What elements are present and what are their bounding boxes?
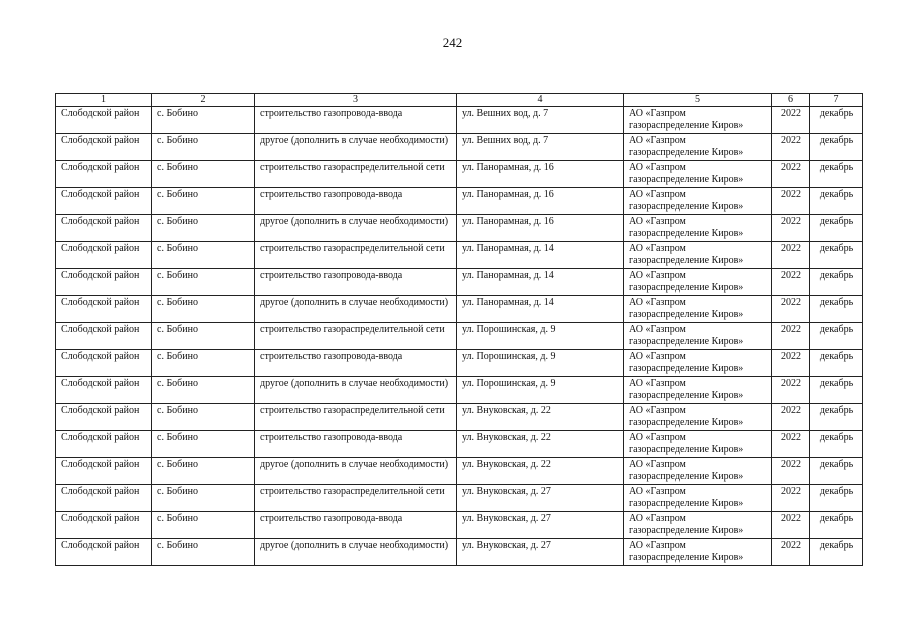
cell-work-type: строительство газопровода-ввода bbox=[255, 350, 457, 377]
cell-year: 2022 bbox=[772, 269, 810, 296]
cell-district: Слободской район bbox=[56, 539, 152, 566]
column-header: 1 bbox=[56, 94, 152, 107]
cell-year: 2022 bbox=[772, 161, 810, 188]
cell-address: ул. Внуковская, д. 22 bbox=[457, 431, 624, 458]
cell-district: Слободской район bbox=[56, 485, 152, 512]
cell-month: декабрь bbox=[810, 323, 863, 350]
cell-work-type: строительство газопровода-ввода bbox=[255, 188, 457, 215]
cell-district: Слободской район bbox=[56, 269, 152, 296]
cell-district: Слободской район bbox=[56, 296, 152, 323]
cell-work-type: другое (дополнить в случае необходимости) bbox=[255, 215, 457, 242]
cell-settlement: с. Бобино bbox=[152, 215, 255, 242]
cell-organization: АО «Газпром газораспределение Киров» bbox=[624, 161, 772, 188]
cell-settlement: с. Бобино bbox=[152, 242, 255, 269]
cell-district: Слободской район bbox=[56, 431, 152, 458]
table-row bbox=[56, 458, 863, 485]
column-header: 6 bbox=[772, 94, 810, 107]
cell-year: 2022 bbox=[772, 134, 810, 161]
cell-organization: АО «Газпром газораспределение Киров» bbox=[624, 512, 772, 539]
cell-work-type: другое (дополнить в случае необходимости) bbox=[255, 458, 457, 485]
cell-settlement: с. Бобино bbox=[152, 296, 255, 323]
cell-settlement: с. Бобино bbox=[152, 269, 255, 296]
cell-year: 2022 bbox=[772, 107, 810, 134]
cell-work-type: другое (дополнить в случае необходимости) bbox=[255, 134, 457, 161]
cell-year: 2022 bbox=[772, 215, 810, 242]
cell-organization: АО «Газпром газораспределение Киров» bbox=[624, 377, 772, 404]
cell-address: ул. Внуковская, д. 27 bbox=[457, 539, 624, 566]
cell-month: декабрь bbox=[810, 242, 863, 269]
cell-organization: АО «Газпром газораспределение Киров» bbox=[624, 323, 772, 350]
cell-month: декабрь bbox=[810, 188, 863, 215]
table-row bbox=[56, 269, 863, 296]
table-row bbox=[56, 107, 863, 134]
cell-organization: АО «Газпром газораспределение Киров» bbox=[624, 350, 772, 377]
cell-year: 2022 bbox=[772, 539, 810, 566]
cell-month: декабрь bbox=[810, 431, 863, 458]
cell-district: Слободской район bbox=[56, 188, 152, 215]
cell-settlement: с. Бобино bbox=[152, 107, 255, 134]
cell-district: Слободской район bbox=[56, 512, 152, 539]
cell-settlement: с. Бобино bbox=[152, 134, 255, 161]
table-row bbox=[56, 431, 863, 458]
column-header: 5 bbox=[624, 94, 772, 107]
cell-work-type: строительство газораспределительной сети bbox=[255, 323, 457, 350]
cell-month: декабрь bbox=[810, 512, 863, 539]
column-number-row bbox=[56, 94, 863, 107]
column-header: 7 bbox=[810, 94, 863, 107]
cell-year: 2022 bbox=[772, 188, 810, 215]
cell-work-type: другое (дополнить в случае необходимости) bbox=[255, 377, 457, 404]
cell-organization: АО «Газпром газораспределение Киров» bbox=[624, 539, 772, 566]
cell-district: Слободской район bbox=[56, 242, 152, 269]
cell-address: ул. Панорамная, д. 14 bbox=[457, 269, 624, 296]
cell-address: ул. Панорамная, д. 16 bbox=[457, 215, 624, 242]
cell-settlement: с. Бобино bbox=[152, 350, 255, 377]
table-row bbox=[56, 161, 863, 188]
cell-organization: АО «Газпром газораспределение Киров» bbox=[624, 242, 772, 269]
cell-district: Слободской район bbox=[56, 458, 152, 485]
cell-organization: АО «Газпром газораспределение Киров» bbox=[624, 485, 772, 512]
table-row bbox=[56, 215, 863, 242]
cell-address: ул. Порошинская, д. 9 bbox=[457, 323, 624, 350]
page-number: 242 bbox=[442, 35, 463, 50]
cell-month: декабрь bbox=[810, 161, 863, 188]
cell-month: декабрь bbox=[810, 485, 863, 512]
cell-address: ул. Внуковская, д. 27 bbox=[457, 485, 624, 512]
cell-settlement: с. Бобино bbox=[152, 539, 255, 566]
cell-district: Слободской район bbox=[56, 404, 152, 431]
table-row bbox=[56, 323, 863, 350]
cell-month: декабрь bbox=[810, 296, 863, 323]
cell-work-type: строительство газопровода-ввода bbox=[255, 512, 457, 539]
cell-year: 2022 bbox=[772, 404, 810, 431]
cell-settlement: с. Бобино bbox=[152, 458, 255, 485]
cell-organization: АО «Газпром газораспределение Киров» bbox=[624, 188, 772, 215]
cell-month: декабрь bbox=[810, 377, 863, 404]
cell-year: 2022 bbox=[772, 377, 810, 404]
cell-address: ул. Внуковская, д. 27 bbox=[457, 512, 624, 539]
table-body bbox=[56, 107, 863, 566]
cell-address: ул. Порошинская, д. 9 bbox=[457, 350, 624, 377]
cell-address: ул. Порошинская, д. 9 bbox=[457, 377, 624, 404]
cell-district: Слободской район bbox=[56, 215, 152, 242]
table-row bbox=[56, 539, 863, 566]
cell-year: 2022 bbox=[772, 458, 810, 485]
cell-month: декабрь bbox=[810, 269, 863, 296]
table-row bbox=[56, 485, 863, 512]
cell-work-type: строительство газопровода-ввода bbox=[255, 269, 457, 296]
cell-organization: АО «Газпром газораспределение Киров» bbox=[624, 215, 772, 242]
cell-district: Слободской район bbox=[56, 323, 152, 350]
cell-settlement: с. Бобино bbox=[152, 161, 255, 188]
table-row bbox=[56, 134, 863, 161]
cell-month: декабрь bbox=[810, 539, 863, 566]
cell-address: ул. Вешних вод, д. 7 bbox=[457, 107, 624, 134]
column-header: 4 bbox=[457, 94, 624, 107]
cell-year: 2022 bbox=[772, 431, 810, 458]
schedule-table bbox=[55, 93, 863, 566]
cell-month: декабрь bbox=[810, 107, 863, 134]
cell-district: Слободской район bbox=[56, 161, 152, 188]
cell-organization: АО «Газпром газораспределение Киров» bbox=[624, 458, 772, 485]
table-row bbox=[56, 242, 863, 269]
cell-year: 2022 bbox=[772, 296, 810, 323]
table-row bbox=[56, 296, 863, 323]
cell-month: декабрь bbox=[810, 404, 863, 431]
cell-work-type: строительство газораспределительной сети bbox=[255, 161, 457, 188]
cell-settlement: с. Бобино bbox=[152, 377, 255, 404]
table-header bbox=[56, 94, 863, 107]
cell-year: 2022 bbox=[772, 323, 810, 350]
cell-work-type: строительство газораспределительной сети bbox=[255, 485, 457, 512]
cell-work-type: другое (дополнить в случае необходимости) bbox=[255, 539, 457, 566]
cell-month: декабрь bbox=[810, 350, 863, 377]
cell-settlement: с. Бобино bbox=[152, 188, 255, 215]
table-row bbox=[56, 404, 863, 431]
cell-year: 2022 bbox=[772, 485, 810, 512]
cell-settlement: с. Бобино bbox=[152, 431, 255, 458]
cell-work-type: строительство газораспределительной сети bbox=[255, 404, 457, 431]
column-header: 3 bbox=[255, 94, 457, 107]
cell-work-type: строительство газораспределительной сети bbox=[255, 242, 457, 269]
cell-settlement: с. Бобино bbox=[152, 485, 255, 512]
cell-address: ул. Панорамная, д. 14 bbox=[457, 296, 624, 323]
table-row bbox=[56, 350, 863, 377]
table-row bbox=[56, 512, 863, 539]
cell-organization: АО «Газпром газораспределение Киров» bbox=[624, 404, 772, 431]
cell-month: декабрь bbox=[810, 215, 863, 242]
cell-work-type: строительство газопровода-ввода bbox=[255, 431, 457, 458]
cell-address: ул. Панорамная, д. 16 bbox=[457, 161, 624, 188]
cell-district: Слободской район bbox=[56, 107, 152, 134]
cell-organization: АО «Газпром газораспределение Киров» bbox=[624, 107, 772, 134]
cell-year: 2022 bbox=[772, 512, 810, 539]
cell-year: 2022 bbox=[772, 350, 810, 377]
cell-district: Слободской район bbox=[56, 134, 152, 161]
cell-address: ул. Внуковская, д. 22 bbox=[457, 458, 624, 485]
cell-district: Слободской район bbox=[56, 350, 152, 377]
cell-work-type: строительство газопровода-ввода bbox=[255, 107, 457, 134]
cell-settlement: с. Бобино bbox=[152, 404, 255, 431]
cell-month: декабрь bbox=[810, 458, 863, 485]
cell-organization: АО «Газпром газораспределение Киров» bbox=[624, 431, 772, 458]
cell-district: Слободской район bbox=[56, 377, 152, 404]
column-header: 2 bbox=[152, 94, 255, 107]
cell-month: декабрь bbox=[810, 134, 863, 161]
cell-settlement: с. Бобино bbox=[152, 512, 255, 539]
cell-address: ул. Панорамная, д. 14 bbox=[457, 242, 624, 269]
table-row bbox=[56, 377, 863, 404]
cell-address: ул. Панорамная, д. 16 bbox=[457, 188, 624, 215]
cell-work-type: другое (дополнить в случае необходимости) bbox=[255, 296, 457, 323]
cell-address: ул. Вешних вод, д. 7 bbox=[457, 134, 624, 161]
cell-organization: АО «Газпром газораспределение Киров» bbox=[624, 296, 772, 323]
cell-organization: АО «Газпром газораспределение Киров» bbox=[624, 134, 772, 161]
cell-address: ул. Внуковская, д. 22 bbox=[457, 404, 624, 431]
cell-year: 2022 bbox=[772, 242, 810, 269]
cell-organization: АО «Газпром газораспределение Киров» bbox=[624, 269, 772, 296]
table-row bbox=[56, 188, 863, 215]
cell-settlement: с. Бобино bbox=[152, 323, 255, 350]
